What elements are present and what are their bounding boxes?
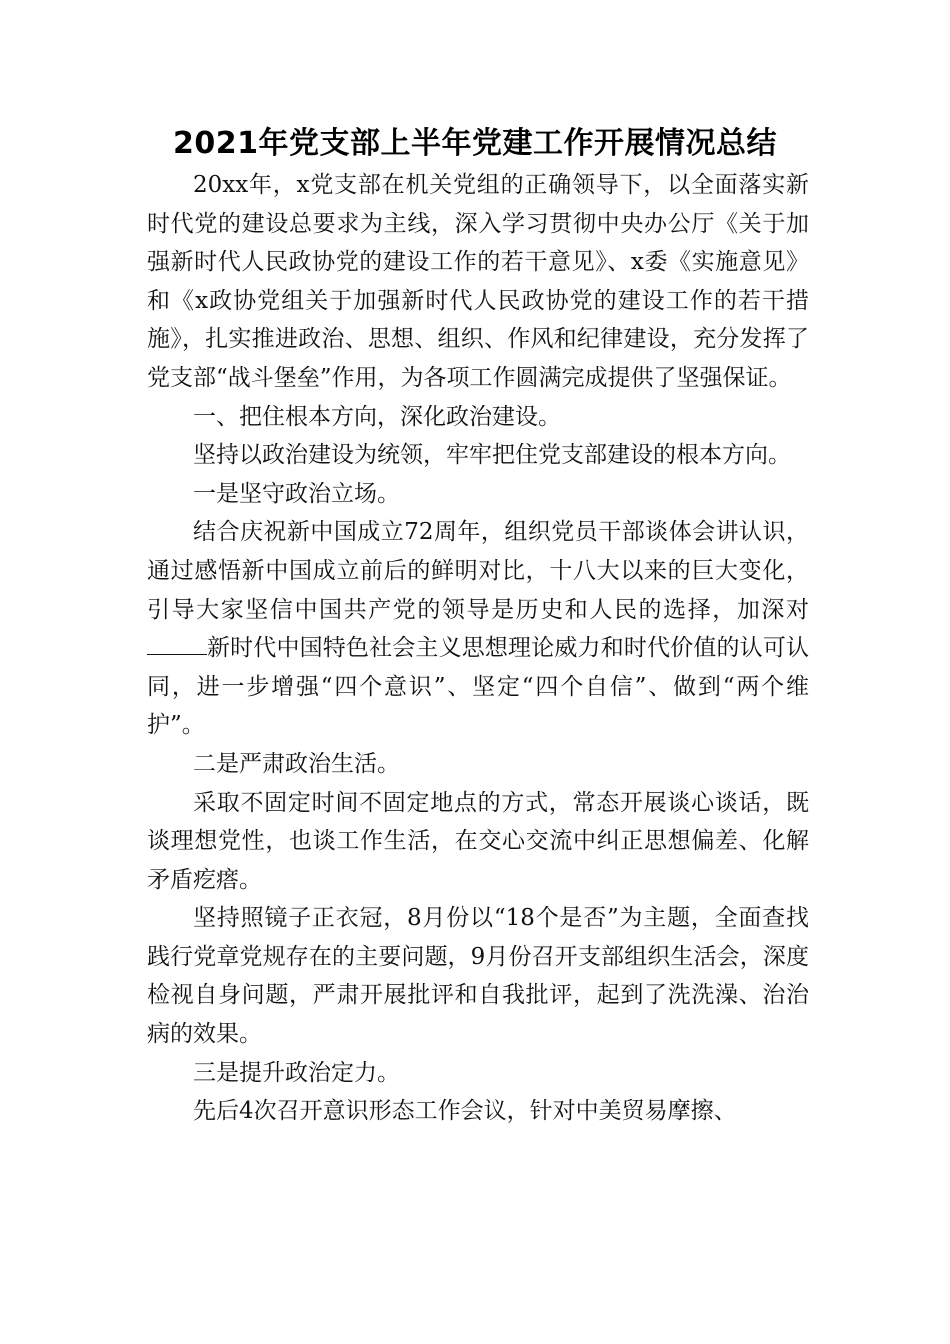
fill-in-blank xyxy=(147,633,207,655)
paragraph-political-stance xyxy=(147,513,809,745)
paragraph-intro: 20xx年，x党支部在机关党组的正确领导下，以全面落实新时代党的建设总要求为主线，深入学习贯彻中央办公厅《关于加强新时代人民政协党的建设工作的若干意见》、x委《实施意见》和《x政协党组关于加强新时代人民政协党的建设工作的若干措施》，扎实推进政治、思想、组织、作风和纪律建设，充分发挥了党支部“战斗堡垒”作用，为各项工作圆满完成提供了坚强保证。 xyxy=(147,172,809,391)
subheading-2: 二是严肃政治生活。 xyxy=(193,750,400,777)
paragraph-political-life-2: 坚持照镜子正衣冠，8月份以“18个是否”为主题，全面查找践行党章党规存在的主要问题，9月份召开支部组织生活会，深度检视自身问题，严肃开展批评和自我批评，起到了洗洗澡、治治病的效果。 xyxy=(147,905,809,1048)
document-body xyxy=(147,166,809,1131)
paragraph-political-stance-part-2: 新时代中国特色社会主义思想理论威力和时代价值的认可认同，进一步增强“四个意识”、坚定“四个自信”、做到“两个维护”。 xyxy=(147,635,809,739)
section-heading-1: 一、把住根本方向，深化政治建设。 xyxy=(193,403,561,430)
paragraph-political-stance-part-1: 结合庆祝新中国成立72周年，组织党员干部谈体会讲认识，通过感悟新中国成立前后的鲜明对比，十八大以来的巨大变化，引导大家坚信中国共产党的领导是历史和人民的选择，加深对 xyxy=(147,519,809,623)
subheading-1: 一是坚守政治立场。 xyxy=(193,480,400,507)
paragraph-section-1-intro: 坚持以政治建设为统领，牢牢把住党支部建设的根本方向。 xyxy=(193,442,791,469)
paragraph-political-life-1: 采取不固定时间不固定地点的方式，常态开展谈心谈话，既谈理想党性，也谈工作生活，在交心交流中纠正思想偏差、化解矛盾疙瘩。 xyxy=(147,789,809,893)
subheading-3: 三是提升政治定力。 xyxy=(193,1059,400,1086)
document-title: 2021年党支部上半年党建工作开展情况总结 xyxy=(173,126,777,161)
paragraph-political-resolve: 先后4次召开意识形态工作会议，针对中美贸易摩擦、 xyxy=(193,1098,737,1125)
